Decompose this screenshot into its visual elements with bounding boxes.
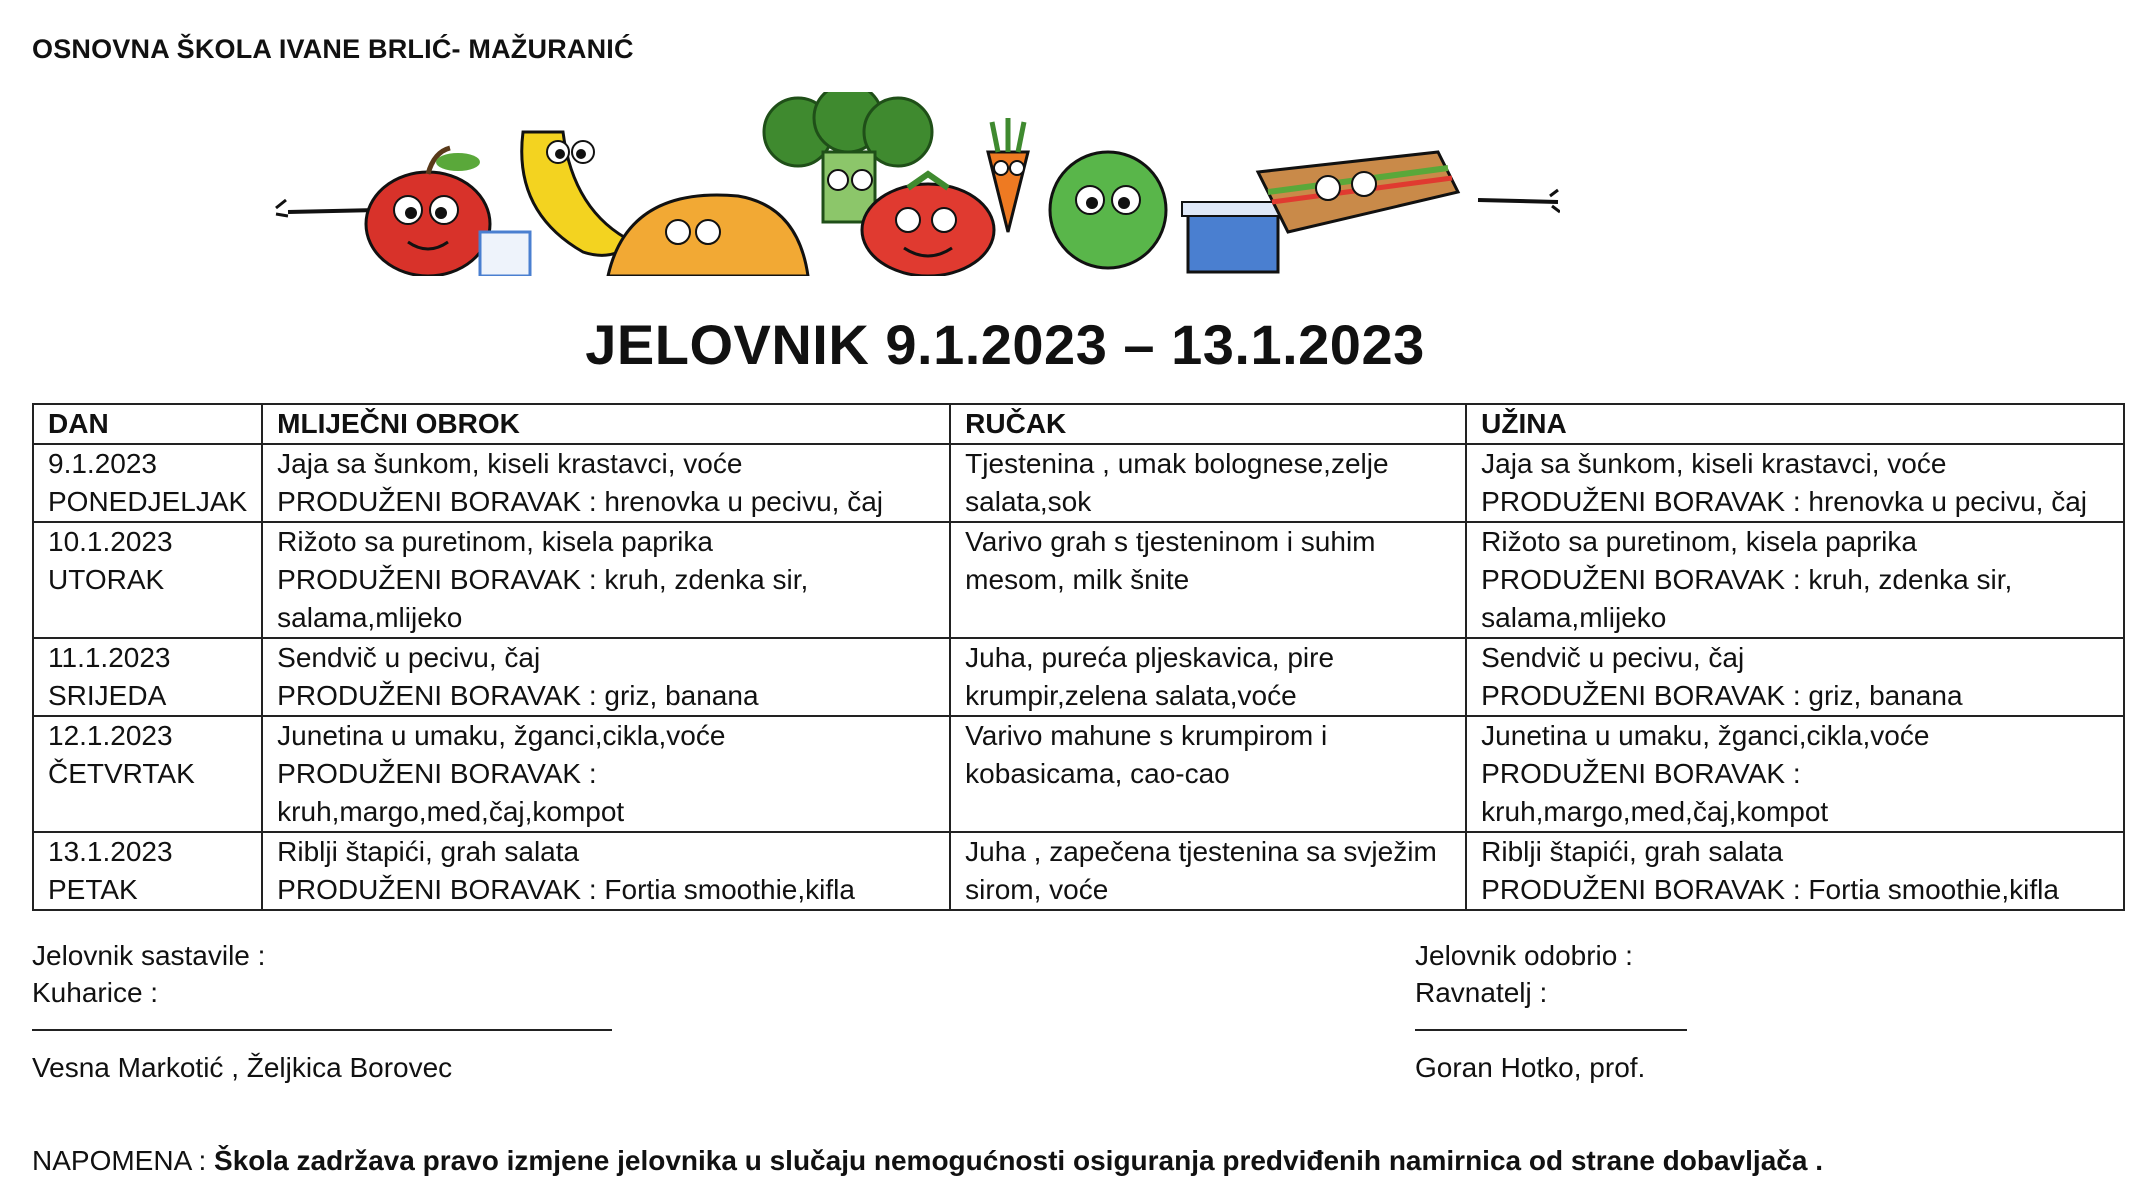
approved-by-label: Jelovnik odobrio : <box>1415 940 1633 971</box>
rucak-cell <box>950 444 1466 522</box>
uzina-cell <box>1466 444 2124 522</box>
mlijecni-cell <box>262 444 950 522</box>
mlijecni-cell <box>262 638 950 716</box>
header-mlijecni-obrok: MLIJEČNI OBROK <box>262 404 950 444</box>
day-cell <box>33 716 262 832</box>
day-cell <box>33 832 262 910</box>
day-name: PONEDJELJAK <box>48 486 248 517</box>
day-name: SRIJEDA <box>48 680 167 711</box>
menu-title: JELOVNIK 9.1.2023 – 13.1.2023 <box>585 313 1425 376</box>
day-cell <box>33 638 262 716</box>
mlijecni-cell <box>262 522 950 638</box>
uzina-cell <box>1466 716 2124 832</box>
menu-line: PRODUŽENI BORAVAK : kruh,margo,med,čaj,kompot <box>277 758 625 827</box>
menu-line: Junetina u umaku, žganci,cikla,voće <box>1481 720 1930 751</box>
menu-line: Juha, pureća pljeskavica, pire <box>965 642 1335 673</box>
rucak-cell <box>950 638 1466 716</box>
menu-line: Rižoto sa puretinom, kisela paprika <box>277 526 713 557</box>
cooks-names: Vesna Markotić , Željkica Borovec <box>32 1052 453 1083</box>
school-name: OSNOVNA ŠKOLA IVANE BRLIĆ- MAŽURANIĆ <box>32 34 634 64</box>
table-header-row <box>33 404 2124 444</box>
menu-line: PRODUŽENI BORAVAK : griz, banana <box>277 680 759 711</box>
menu-line: Rižoto sa puretinom, kisela paprika <box>1481 526 1917 557</box>
day-cell <box>33 444 262 522</box>
menu-line: salama,mlijeko <box>277 602 463 633</box>
menu-line: PRODUŽENI BORAVAK : hrenovka u pecivu, čaj <box>1481 486 2088 517</box>
rucak-cell <box>950 522 1466 638</box>
principal-label: Ravnatelj : <box>1415 977 1548 1008</box>
menu-line: PRODUŽENI BORAVAK : kruh, zdenka sir, <box>1481 564 2013 595</box>
menu-line: PRODUŽENI BORAVAK : hrenovka u pecivu, čaj <box>277 486 884 517</box>
note <box>32 1145 1823 1177</box>
table-row <box>33 832 2124 910</box>
day-name: ČETVRTAK <box>48 758 195 789</box>
mlijecni-cell <box>262 832 950 910</box>
day-cell <box>33 522 262 638</box>
menu-line: PRODUŽENI BORAVAK : Fortia smoothie,kifla <box>1481 874 2059 905</box>
date-text: 10.1.2023 <box>48 526 173 557</box>
footer-left-signature <box>32 937 612 1086</box>
day-name: UTORAK <box>48 564 165 595</box>
signature-line <box>1415 1011 1687 1031</box>
menu-line: Sendvič u pecivu, čaj <box>1481 642 1745 673</box>
table-row <box>33 444 2124 522</box>
header-dan: DAN <box>33 404 262 444</box>
menu-line: Jaja sa šunkom, kiseli krastavci, voće <box>277 448 743 479</box>
menu-line: salata,sok <box>965 486 1092 517</box>
signature-line <box>32 1011 612 1031</box>
menu-line: PRODUŽENI BORAVAK : kruh,margo,med,čaj,kompot <box>1481 758 1829 827</box>
principal-name: Goran Hotko, prof. <box>1415 1052 1646 1083</box>
day-name: PETAK <box>48 874 138 905</box>
date-text: 12.1.2023 <box>48 720 173 751</box>
menu-line: PRODUŽENI BORAVAK : kruh, zdenka sir, <box>277 564 809 595</box>
note-label: NAPOMENA : <box>32 1145 215 1176</box>
menu-line: mesom, milk šnite <box>965 564 1190 595</box>
rucak-cell <box>950 716 1466 832</box>
menu-line: Sendvič u pecivu, čaj <box>277 642 541 673</box>
menu-table <box>32 403 2125 911</box>
table-row <box>33 638 2124 716</box>
uzina-cell <box>1466 522 2124 638</box>
menu-line: Riblji štapići, grah salata <box>277 836 580 867</box>
menu-line: Varivo mahune s krumpirom i <box>965 720 1328 751</box>
rucak-cell <box>950 832 1466 910</box>
note-text: Škola zadržava pravo izmjene jelovnika u slučaju nemogućnosti osiguranja predviđenih namirnica od strane dobavljača . <box>214 1145 1823 1176</box>
uzina-cell <box>1466 832 2124 910</box>
uzina-cell <box>1466 638 2124 716</box>
header-uzina: UŽINA <box>1466 404 2124 444</box>
menu-line: Varivo grah s tjesteninom i suhim <box>965 526 1376 557</box>
header-rucak: RUČAK <box>950 404 1466 444</box>
menu-line: Jaja sa šunkom, kiseli krastavci, voće <box>1481 448 1947 479</box>
menu-line: Junetina u umaku, žganci,cikla,voće <box>277 720 726 751</box>
date-text: 9.1.2023 <box>48 448 157 479</box>
table-row <box>33 716 2124 832</box>
menu-line: PRODUŽENI BORAVAK : Fortia smoothie,kifla <box>277 874 855 905</box>
menu-line: kobasicama, cao-cao <box>965 758 1230 789</box>
mlijecni-cell <box>262 716 950 832</box>
footer-right-signature <box>1415 937 1687 1086</box>
menu-line: sirom, voće <box>965 874 1109 905</box>
menu-line: Juha , zapečena tjestenina sa svježim <box>965 836 1437 867</box>
date-text: 13.1.2023 <box>48 836 173 867</box>
composed-by-label: Jelovnik sastavile : <box>32 940 266 971</box>
menu-line: krumpir,zelena salata,voće <box>965 680 1297 711</box>
menu-line: Riblji štapići, grah salata <box>1481 836 1784 867</box>
menu-line: PRODUŽENI BORAVAK : griz, banana <box>1481 680 1963 711</box>
table-row <box>33 522 2124 638</box>
cooks-label: Kuharice : <box>32 977 159 1008</box>
menu-line: salama,mlijeko <box>1481 602 1667 633</box>
date-text: 11.1.2023 <box>48 642 171 673</box>
food-characters-banner <box>268 92 1560 276</box>
menu-line: Tjestenina , umak bolognese,zelje <box>965 448 1389 479</box>
